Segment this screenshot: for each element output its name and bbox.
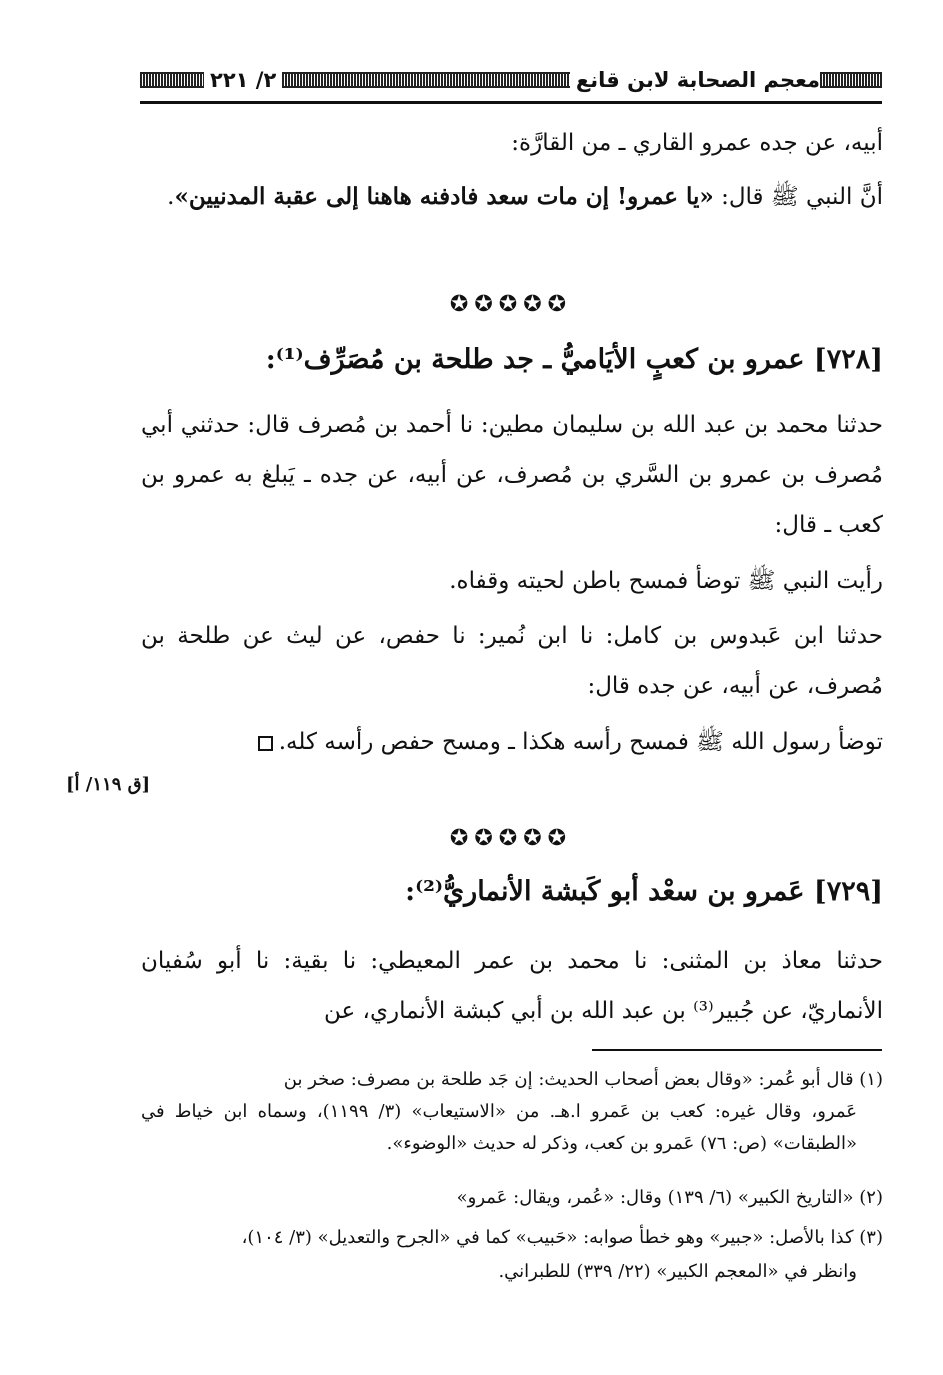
entry-728-title: [٧٢٨] عمرو بن كعبٍ الأيَاميُّ ـ جد طلحة بن مُصَرِّف⁽¹⁾: (265, 344, 883, 375)
header-book-title: معجم الصحابة لابن قانع (575, 68, 820, 92)
section-separator-stars: ✪✪✪✪✪ (449, 292, 573, 317)
header-ornament-middle (282, 72, 570, 88)
footnote-1-continuation: عَمرو، وقال غيره: كعب بن عَمرو ا.هـ. من «الاستيعاب» (٣/ ١١٩٩)، وسماه ابن خياط في «الطبقات» (ص: ٧٦) عَمرو بن كعب، وذكر له حديث «الوضوء». (141, 1101, 857, 1154)
paragraph-isnad-continuation: أبيه، عن جده عمرو القاري ـ من القارَّة: (511, 130, 883, 156)
footnote-rule (592, 1049, 882, 1051)
paragraph-isnad-728: حدثنا محمد بن عبد الله بن سليمان مطين: نا أحمد بن مُصرف قال: حدثني أبي مُصرف بن عمرو بن السَّري بن مُصرف، عن أبيه، عن جده ـ يَبلغ به عمرو بن كعب ـ قال: (141, 412, 883, 538)
header-page-number: ٢/ ٢٢١ (210, 68, 277, 92)
footnote-3-continuation: وانظر في «المعجم الكبير» (٢٢/ ٣٣٩) للطبراني. (498, 1261, 857, 1282)
footnote-1-first-line: (١) قال أبو عُمر: «وقال بعض أصحاب الحديث: إن جَد طلحة بن مصرف: صخر بن (283, 1069, 883, 1090)
end-of-entry-box (258, 736, 273, 751)
paragraph-hadith-1 (141, 172, 883, 222)
hadith-728-b-text: توضأ رسول الله ﷺ فمسح رأسه هكذا ـ ومسح حفص رأسه كله. (278, 729, 883, 755)
paragraph-hadith-728-b (141, 717, 883, 767)
manuscript-folio-ref: [ق ١١٩/ أ] (66, 774, 151, 795)
section-separator-stars: ✪✪✪✪✪ (449, 826, 573, 851)
paragraph-isnad-729: حدثنا معاذ بن المثنى: نا محمد بن عمر المعيطي: نا بقية: نا أبو سُفيان الأنماريّ، عن جُبير⁽³⁾ بن عبد الله بن أبي كبشة الأنماري، عن (141, 948, 883, 1024)
hadith-intro: أنَّ النبي ﷺ قال: (713, 184, 883, 210)
header-ornament-left (140, 72, 204, 88)
hadith-end: . (167, 184, 175, 210)
entry-729-title: [٧٢٩] عَمرو بن سعْد أبو كَبشة الأنماريُّ⁽²⁾: (405, 876, 883, 907)
header-rule (140, 101, 882, 104)
footnote-3-first-line: (٣) كذا بالأصل: «جبير» وهو خطأ صوابه: «حَبيب» كما في «الجرح والتعديل» (٣/ ١٠٤)، (241, 1227, 883, 1248)
running-header (140, 62, 882, 98)
hadith-quote: «يا عمرو! إن مات سعد فادفنه هاهنا إلى عقبة المدنيين» (174, 183, 714, 210)
paragraph-hadith-728-a: رأيت النبي ﷺ توضأ فمسح باطن لحيته وقفاه. (449, 568, 883, 594)
header-ornament-right (820, 72, 882, 88)
paragraph-isnad-728-b: حدثنا ابن عَبدوس بن كامل: نا ابن نُمير: نا حفص، عن ليث عن طلحة بن مُصرف، عن أبيه، عن جده قال: (141, 623, 883, 699)
footnote-2: (٢) «التاريخ الكبير» (٦/ ١٣٩) وقال: «عُمر، ويقال: عَمرو» (456, 1187, 883, 1208)
